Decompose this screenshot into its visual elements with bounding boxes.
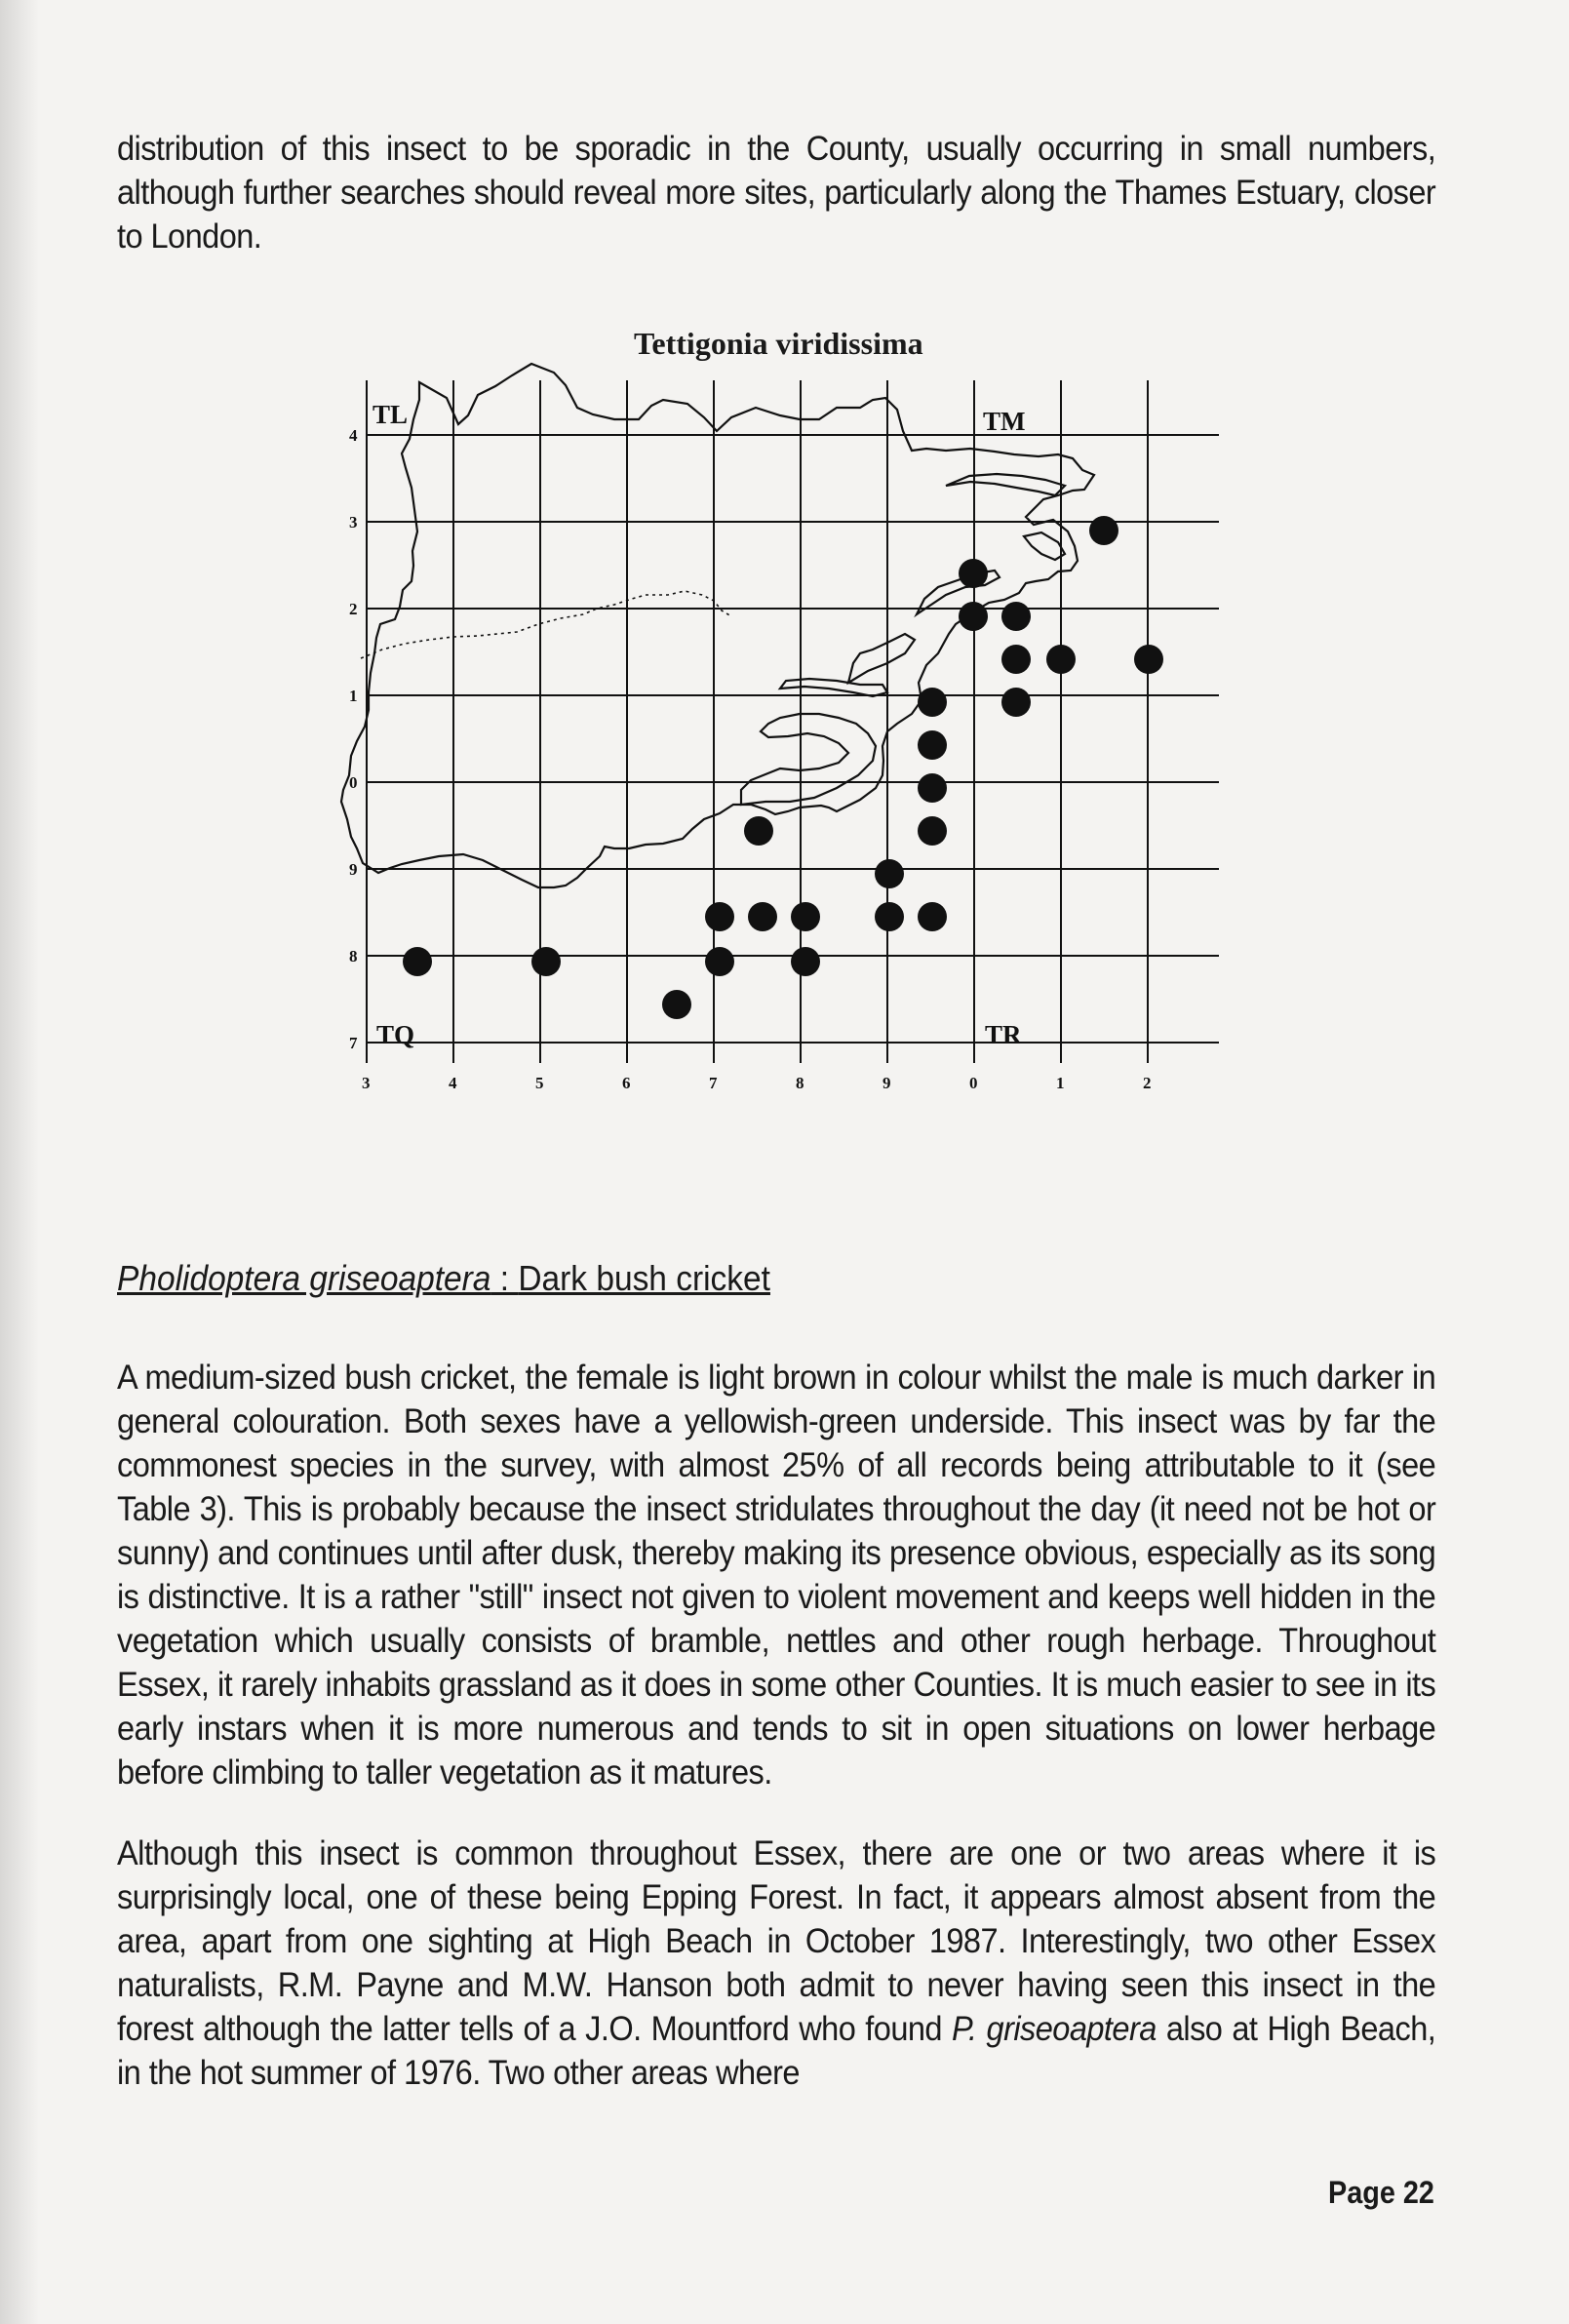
record-dot <box>403 947 432 976</box>
record-dot <box>744 816 773 846</box>
record-dot <box>791 902 820 931</box>
record-dots <box>403 516 1163 1019</box>
x-tick-label: 1 <box>1056 1074 1065 1092</box>
species-name: Pholidoptera griseoaptera <box>117 1258 491 1298</box>
grid-square-label: TM <box>983 407 1026 436</box>
record-dot <box>918 902 947 931</box>
thames-estuary-shore <box>741 714 876 805</box>
record-dot <box>1134 645 1163 674</box>
common-name: Dark bush cricket <box>518 1258 770 1298</box>
y-tick-label: 1 <box>349 687 358 705</box>
record-dot <box>662 990 691 1019</box>
page-number: Page 22 <box>1328 2175 1434 2210</box>
x-tick-label: 4 <box>449 1074 457 1092</box>
record-dot <box>918 773 947 803</box>
record-dot <box>1089 516 1118 545</box>
heading-separator: : <box>490 1258 519 1298</box>
body-paragraph-2-part1: Although this insect is common throughout Essex, there are one or two areas where it is surprisingly local, one of these being Epping Forest. In fact, it appears almost absent from the area, apart from one sighting at High Beach in October 1987. Interestingly, two other Essex naturalists, R.M. Payne and M.W. Hanson both admit to never having seen this insect in the forest although the latter tells of a J.O. Mountford who found <box>117 1834 1436 2048</box>
record-dot <box>959 602 988 631</box>
x-tick-label: 7 <box>709 1074 718 1092</box>
x-tick-label: 3 <box>362 1074 371 1092</box>
record-dot <box>791 947 820 976</box>
record-dot <box>875 902 904 931</box>
record-dot <box>875 859 904 888</box>
species-abbreviation: P. griseoaptera <box>952 2010 1157 2048</box>
page-edge-shadow <box>0 0 39 2324</box>
x-tick-label: 5 <box>535 1074 544 1092</box>
x-tick-label: 8 <box>796 1074 804 1092</box>
x-tick-label: 2 <box>1143 1074 1152 1092</box>
map-title: Tettigonia viridissima <box>634 326 923 361</box>
record-dot <box>1046 645 1076 674</box>
record-dot <box>1001 602 1031 631</box>
y-tick-label: 4 <box>349 426 358 445</box>
walton-backwaters <box>1024 532 1065 560</box>
grid-square-label: TL <box>373 400 409 429</box>
record-dot <box>1001 688 1031 717</box>
stour-estuary <box>946 474 1065 495</box>
record-dot <box>918 730 947 760</box>
x-tick-label: 6 <box>622 1074 631 1092</box>
record-dot <box>918 688 947 717</box>
greater-london-boundary <box>361 591 731 658</box>
record-dot <box>748 902 777 931</box>
y-tick-label: 7 <box>349 1034 358 1052</box>
record-dot <box>531 947 561 976</box>
intro-paragraph: distribution of this insect to be sporadic in the County, usually occurring in small numbers, although further searches should reveal more sites, particularly along the Thames Estuary, closer to London. <box>117 130 1436 256</box>
y-tick-label: 0 <box>349 773 358 792</box>
body-paragraph-1: A medium-sized bush cricket, the female is light brown in colour whilst the male is much darker in general colouration. Both sexes have a yellowish-green underside. This insect was by far the commonest species in the survey, with almost 25% of all records being attributable to it (see Table 3). This is probably because the insect stridulates throughout the day (it need not be hot or sunny) and continues until after dusk, thereby making its presence obvious, especially as its song is distinctive. It is a rather "still" insect not given to violent movement and keeps well hidden in the vegetation which usually consists of bramble, nettles and other rough herbage. Throughout Essex, it rarely inhabits grassland as it does in some other Counties. It is much easier to see in its early instars when it is more numerous and tends to sit in open situations on lower herbage before climbing to taller vegetation as it matures. <box>117 1359 1436 1792</box>
y-tick-label: 2 <box>349 600 358 618</box>
y-tick-label: 9 <box>349 860 358 879</box>
y-tick-label: 8 <box>349 947 358 965</box>
grid-square-label: TQ <box>376 1020 415 1049</box>
map-labels <box>349 400 1152 1092</box>
crouch-river <box>780 679 887 696</box>
grid-square-label: TR <box>985 1020 1022 1049</box>
body-paragraph-2 <box>117 1832 1435 2095</box>
record-dot <box>705 947 734 976</box>
x-tick-label: 9 <box>883 1074 891 1092</box>
y-tick-label: 3 <box>349 513 358 532</box>
record-dot <box>1001 645 1031 674</box>
body-paragraph-2-part2: also at High Beach, in the hot summer of 1976. Two other areas where <box>117 2010 1436 2092</box>
distribution-map <box>322 361 1219 1102</box>
record-dot <box>705 902 734 931</box>
x-tick-label: 0 <box>969 1074 978 1092</box>
record-dot <box>918 816 947 846</box>
blackwater-estuary <box>848 634 915 683</box>
record-dot <box>959 559 988 588</box>
section-heading <box>117 1258 770 1299</box>
